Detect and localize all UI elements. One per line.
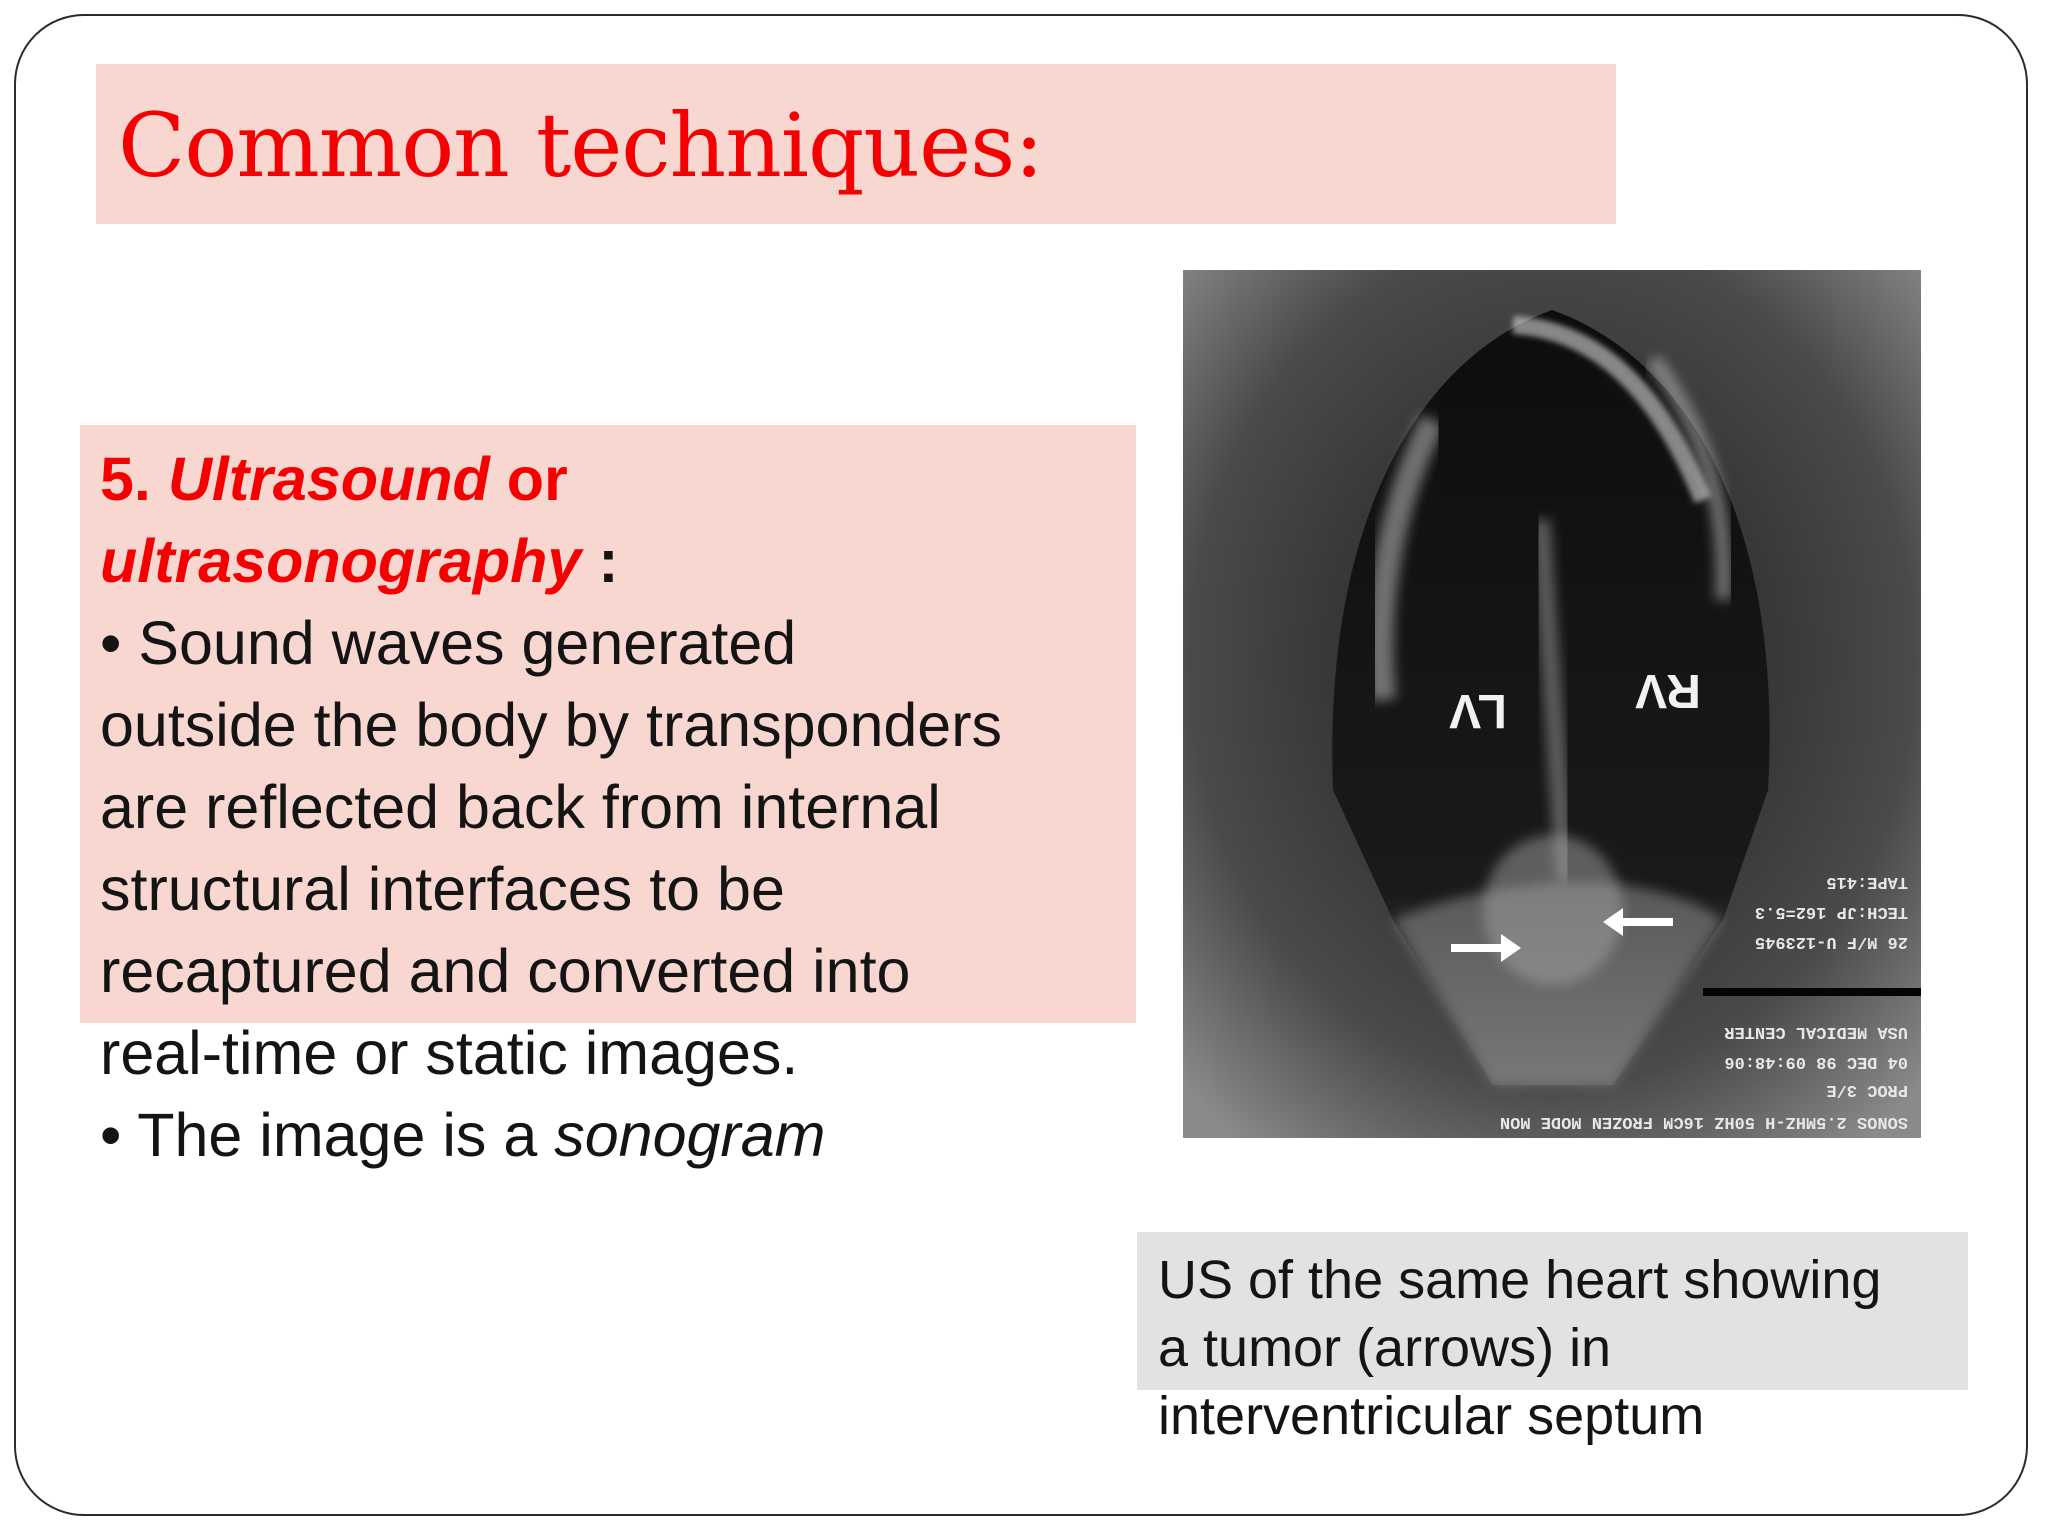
tumor-mass: [1483, 835, 1623, 985]
label-lv: LV: [1449, 684, 1507, 737]
bullet1-line: recaptured and converted into: [100, 937, 911, 1005]
caption-line: a tumor (arrows) in: [1158, 1318, 1612, 1378]
caption-line: US of the same heart showing: [1158, 1250, 1882, 1310]
section-colon: :: [598, 527, 619, 595]
bullet2-term-sonogram: sonogram: [554, 1101, 826, 1169]
scale-bar: [1703, 988, 1921, 996]
overlay-line: USA MEDICAL CENTER: [1724, 1022, 1908, 1041]
bullet2-line: [100, 1094, 1180, 1176]
bullet1-line: • Sound waves generated: [100, 609, 797, 677]
overlay-line: TECH:JP 162=5.3: [1754, 902, 1908, 921]
section-connector: or: [506, 445, 568, 513]
slide-title: Common techniques:: [118, 94, 1043, 197]
overlay-line: PROC 3/E: [1826, 1080, 1908, 1099]
bullet1-line: are reflected back from internal: [100, 773, 941, 841]
bullet1-line: real-time or static images.: [100, 1019, 799, 1087]
section-heading-line-1: [100, 438, 1180, 520]
overlay-line: 26 M/F U-123945: [1754, 932, 1908, 951]
bullet1-line: structural interfaces to be: [100, 855, 785, 923]
section-number: 5.: [100, 445, 151, 513]
image-caption: [1158, 1246, 2018, 1450]
section-heading-line-2: [100, 520, 1180, 602]
sonogram-image: [1183, 270, 1921, 1138]
overlay-line: 04 DEC 98 09:48:06: [1724, 1052, 1908, 1071]
title-banner: [96, 64, 1616, 224]
overlay-line: TAPE:415: [1826, 872, 1908, 891]
bullet1-line: outside the body by transponders: [100, 691, 1003, 759]
label-rv: RV: [1635, 664, 1701, 717]
section-term-ultrasonography: ultrasonography: [100, 527, 582, 595]
bullet2-prefix: • The image is a: [100, 1101, 555, 1169]
section-term-ultrasound: Ultrasound: [167, 445, 490, 513]
overlay-line: SONOS 2.5MHZ-H 50HZ 16CM FROZEN MODE MON: [1499, 1112, 1908, 1131]
caption-line: interventricular septum: [1158, 1386, 1705, 1446]
body-text: [100, 438, 1180, 1176]
